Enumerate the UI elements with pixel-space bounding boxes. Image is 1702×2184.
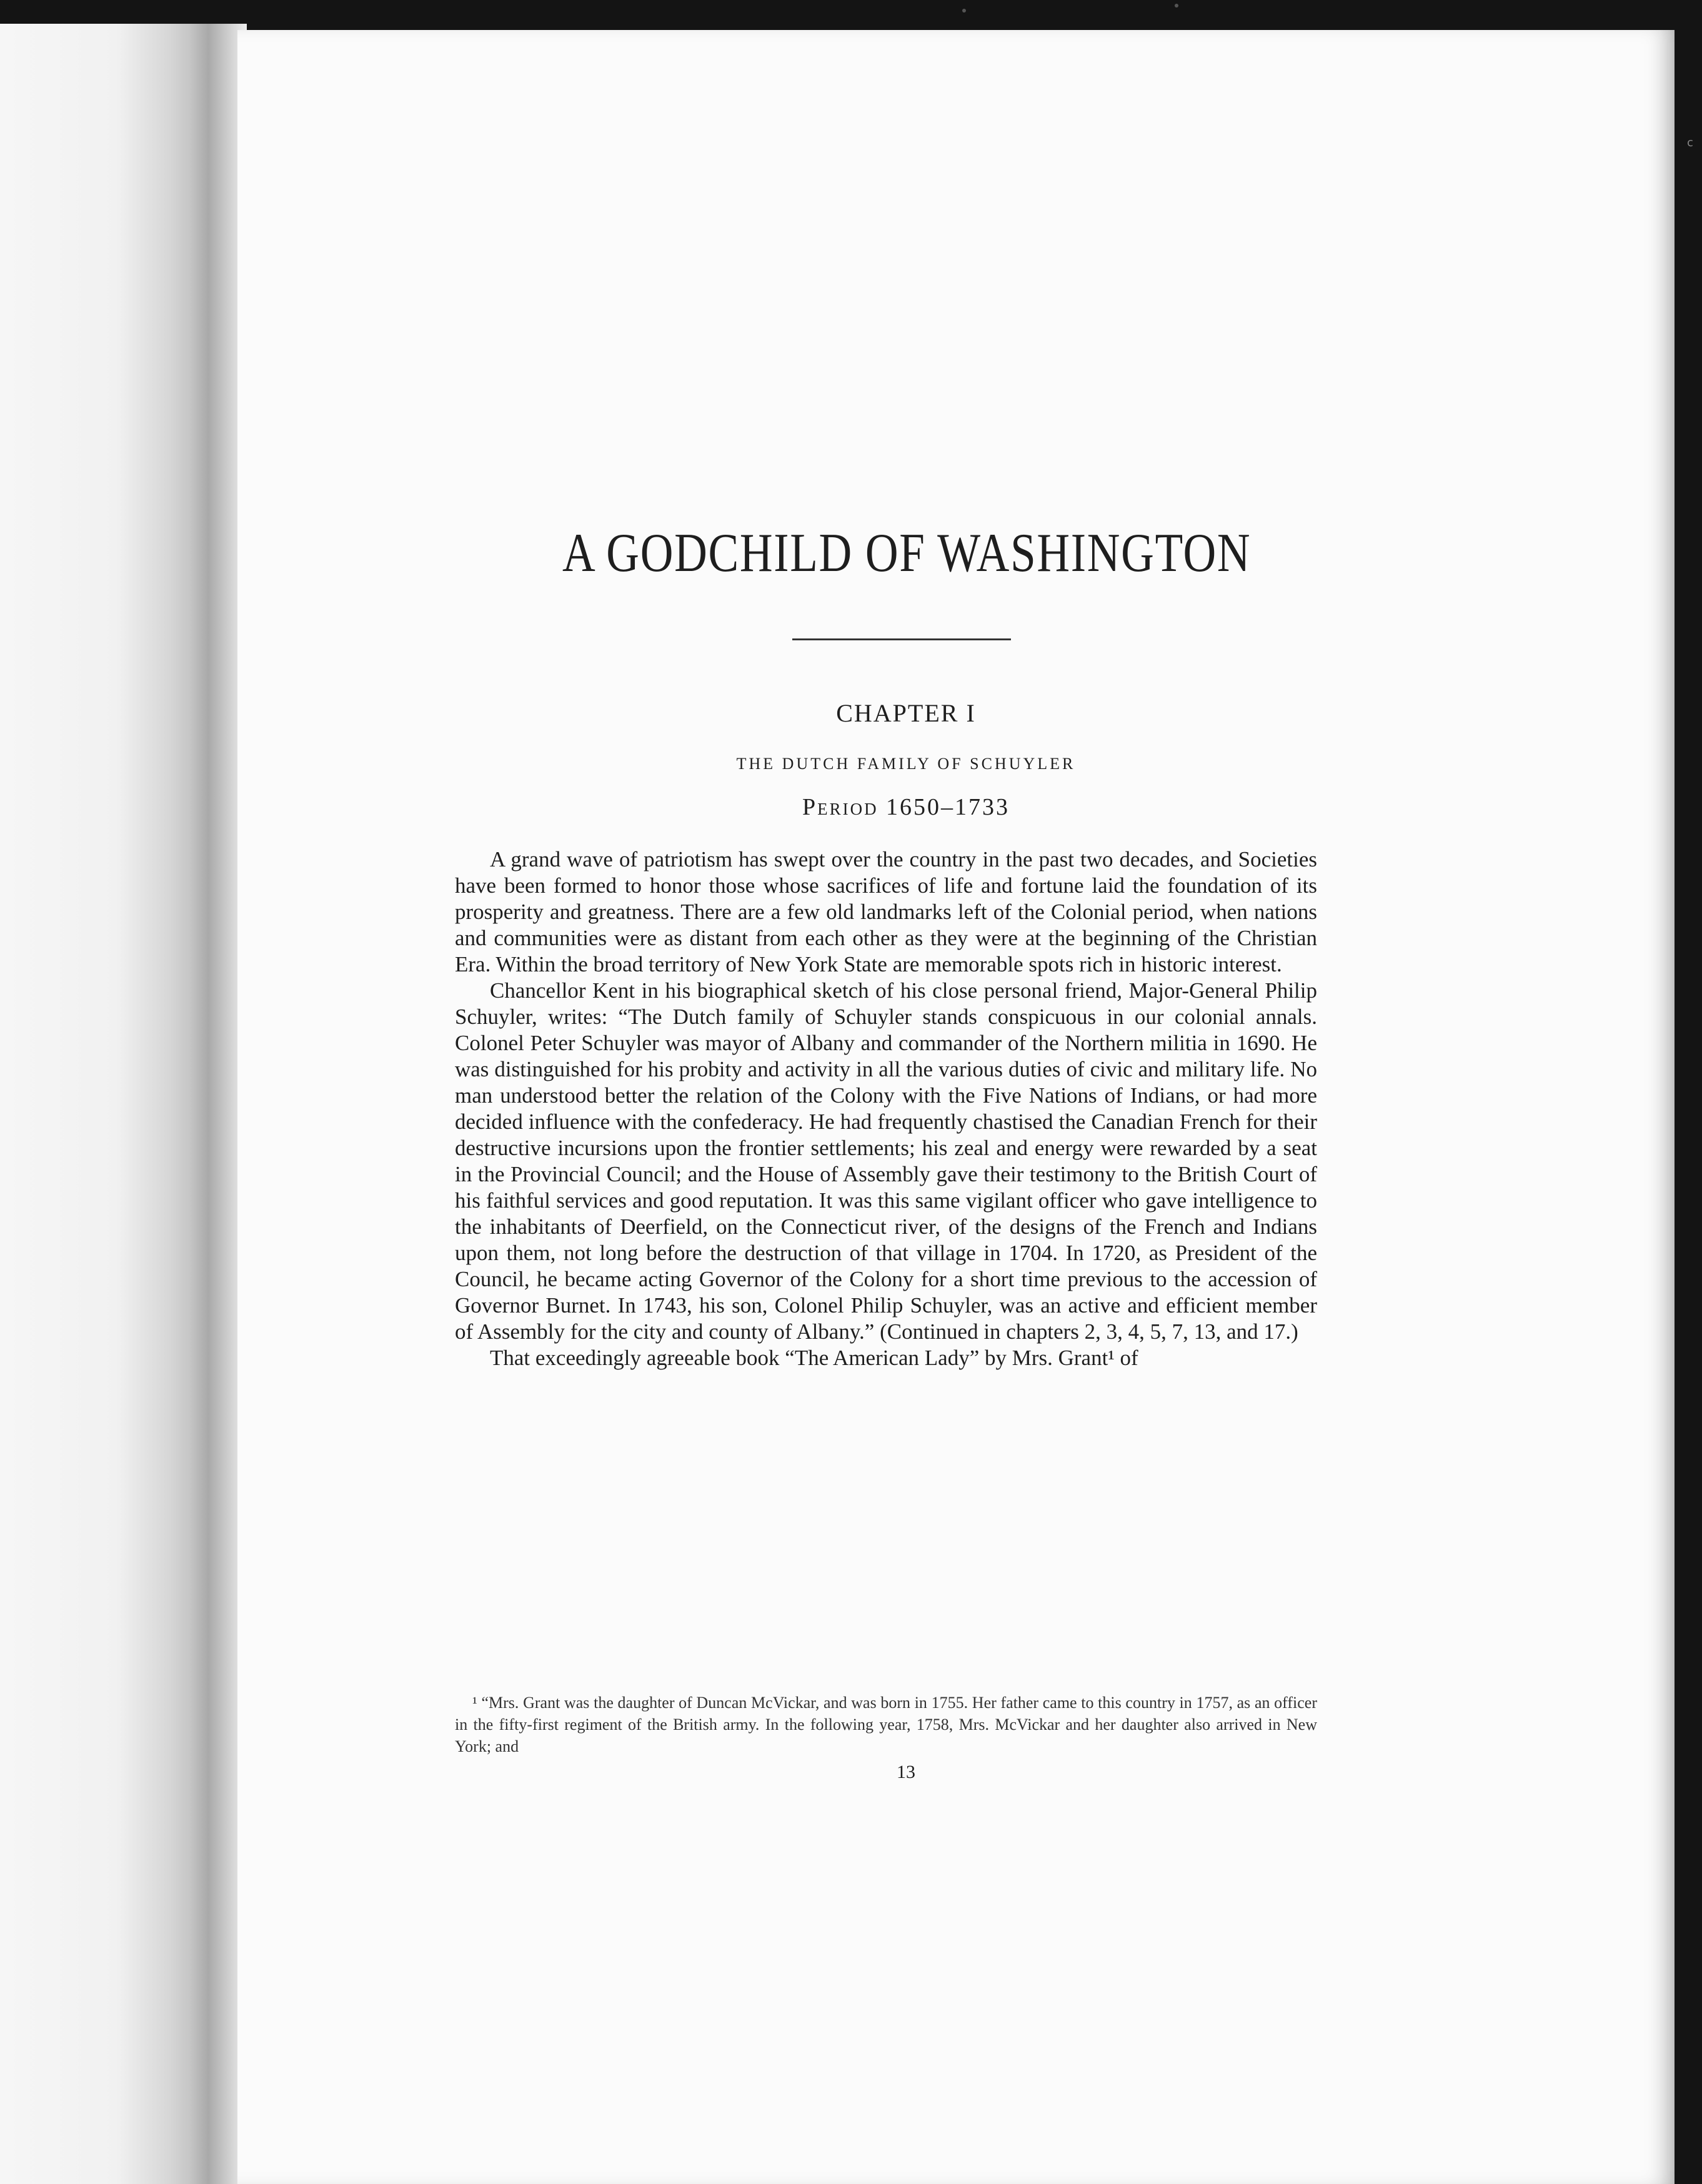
scan-speck [1175, 4, 1178, 7]
footnote [455, 1692, 1317, 1757]
facing-page [0, 24, 212, 2184]
paragraph: A grand wave of patriotism has swept over the country in the past two decades, and Societies have been formed to honor those whose sacrifices of life and fortune laid the foundation of its prosperity and greatness. There are a few old landmarks left of the Colonial period, when nations and communities were as distant from each other as they were at the beginning of the Christian Era. Within the broad territory of New York State are memorable spots rich in historic interest. [455, 847, 1317, 976]
title-rule [792, 638, 1011, 640]
book-title: A GODCHILD OF WASHINGTON [562, 523, 1252, 583]
scan-speck [962, 9, 966, 12]
chapter-period: Period 1650–1733 [802, 794, 1010, 820]
body-text [455, 846, 1317, 1371]
chapter-subtitle: THE DUTCH FAMILY OF SCHUYLER [736, 755, 1076, 773]
paragraph: Chancellor Kent in his biographical sketch of his close personal friend, Major-General Philip Schuyler, writes: “The Dutch family of Schuyler stands conspicuous in our colonial annals. Colonel Peter Schuyler was mayor of Albany and commander of the Northern militia in 1690. He was distinguished for his probity and activity in all the various duties of civic and military life. No man understood better the relation of the Colony with the Five Nations of Indians, or had more decided influence with the confederacy. He had frequently chastised the Canadian French for their destructive incursions upon the frontier settlements; his zeal and energy were rewarded by a seat in the Provincial Council; and the House of Assembly gave their testimony to the British Court of his faithful services and good reputation. It was this same vigilant officer who gave intelligence to the inhabitants of Deerfield, on the Connecticut river, of the designs of the French and Indians upon them, not long before the destruction of that village in 1704. In 1720, as President of the Council, he became acting Governor of the Colony for a short time previous to the accession of Governor Burnet. In 1743, his son, Colonel Philip Schuyler, was an active and efficient member of Assembly for the city and county of Albany.” (Continued in chapters 2, 3, 4, 5, 7, 13, and 17.) [455, 978, 1317, 1344]
footnote-text: ¹ “Mrs. Grant was the daughter of Duncan McVickar, and was born in 1755. Her father came to this country in 1757, as an officer in the fifty-first regiment of the British army. In the following year, 1758, Mrs. McVickar and her daughter also arrived in New York; and [455, 1694, 1317, 1755]
paragraph: That exceedingly agreeable book “The American Lady” by Mrs. Grant¹ of [490, 1346, 1138, 1370]
chapter-heading: CHAPTER I [836, 699, 976, 727]
margin-mark: c [1687, 136, 1693, 149]
page-number: 13 [897, 1762, 915, 1782]
